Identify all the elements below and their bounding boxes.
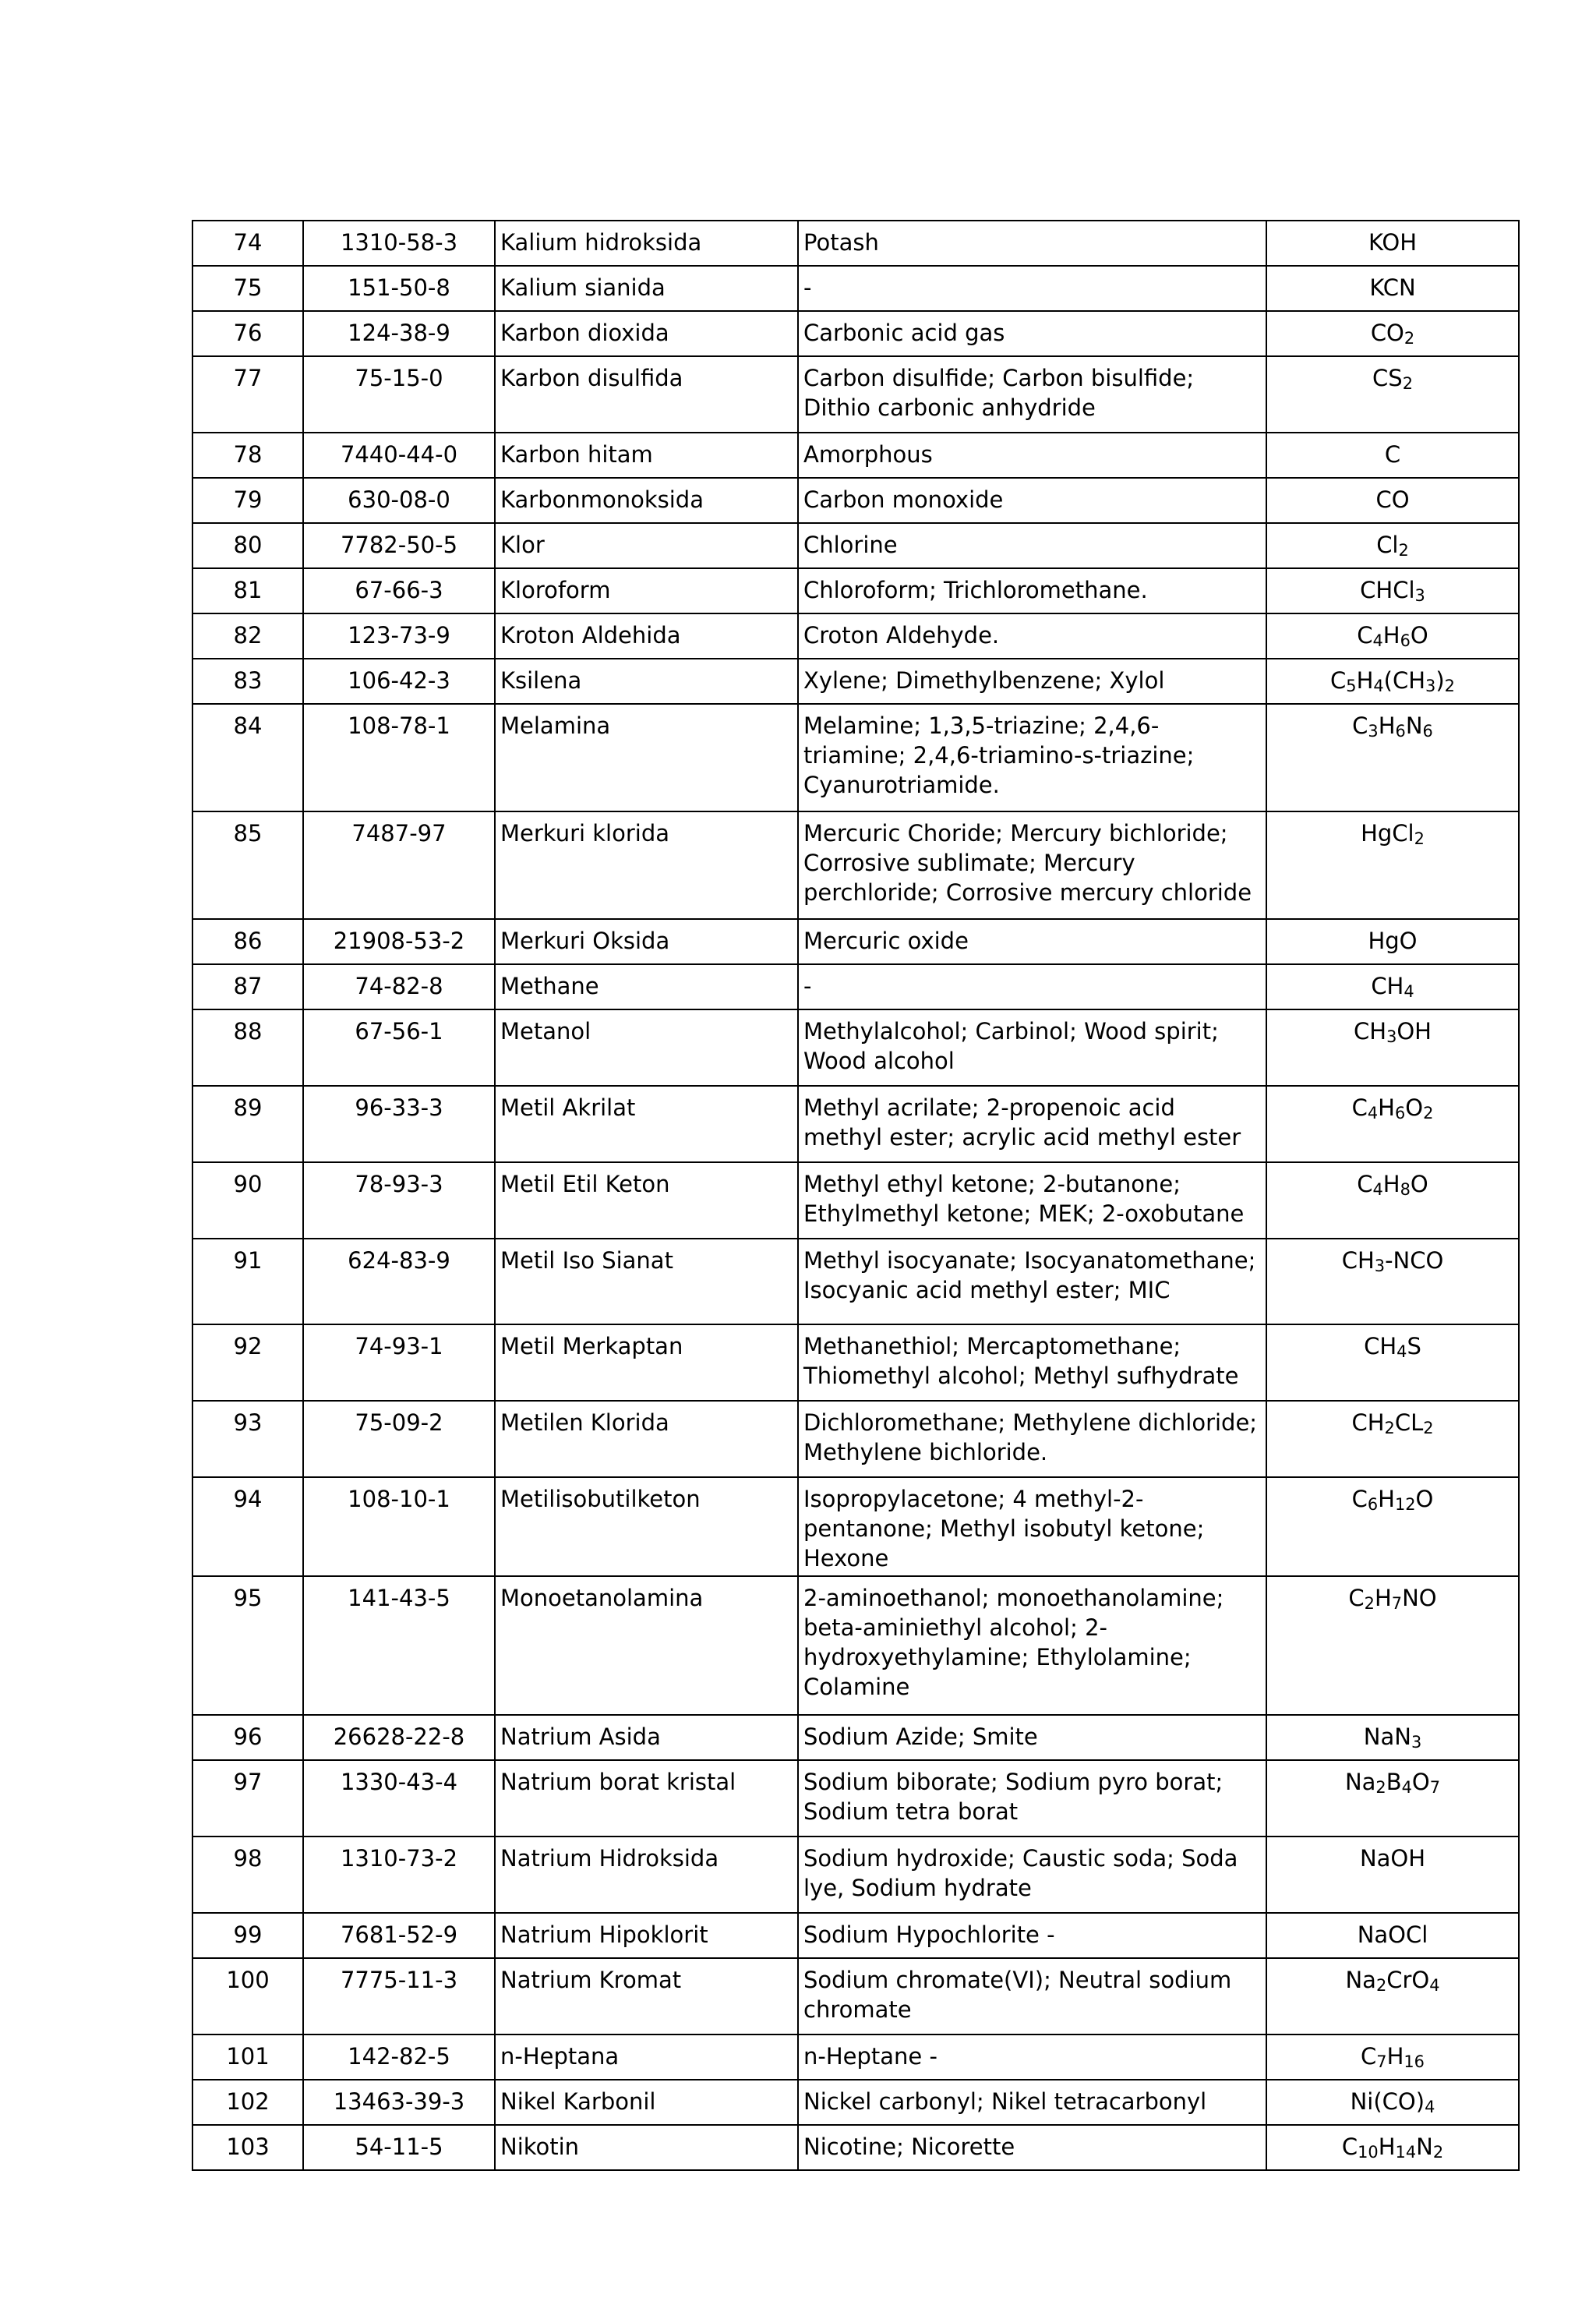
chemical-name: Metil Iso Sianat [495,1239,798,1324]
cas-number: 54-11-5 [303,2125,495,2170]
chemical-name: Natrium Kromat [495,1958,798,2034]
chemical-formula: $C_4H_8O$ [1266,1162,1519,1239]
chemical-formula: $C_{10}H_{14}N_2$ [1266,2125,1519,2170]
chemical-synonyms: Isopropylacetone; 4 methyl-2-pentanone; Methyl isobutyl ketone; Hexone [798,1477,1266,1576]
chemical-name: Karbonmonoksida [495,478,798,523]
table-row [192,1913,1519,1958]
row-number: 97 [192,1760,303,1837]
table-row [192,478,1519,523]
chemical-name: Nikotin [495,2125,798,2170]
cas-number: 26628-22-8 [303,1715,495,1760]
cas-number: 108-10-1 [303,1477,495,1576]
chemical-name: Natrium Hidroksida [495,1837,798,1913]
table-row [192,1009,1519,1086]
cas-number: 123-73-9 [303,613,495,659]
chemical-name: Methane [495,964,798,1009]
chemical-synonyms: - [798,266,1266,311]
table-row [192,433,1519,478]
cas-number: 75-15-0 [303,356,495,433]
chemical-name: Merkuri Oksida [495,919,798,964]
chemical-name: Nikel Karbonil [495,2080,798,2125]
table-row [192,1576,1519,1715]
chemical-synonyms: Nickel carbonyl; Nikel tetracarbonyl [798,2080,1266,2125]
chemical-name: Metilen Klorida [495,1401,798,1477]
chemical-name: Metil Etil Keton [495,1162,798,1239]
chemical-synonyms: Chlorine [798,523,1266,568]
chemical-formula: $CH_3$-NCO [1266,1239,1519,1324]
table-row [192,311,1519,356]
chemical-name: Kroton Aldehida [495,613,798,659]
row-number: 79 [192,478,303,523]
table-row [192,356,1519,433]
chemical-synonyms: Amorphous [798,433,1266,478]
chemical-name: Klor [495,523,798,568]
chemical-name: Kloroform [495,568,798,613]
cas-number: 1330-43-4 [303,1760,495,1837]
row-number: 103 [192,2125,303,2170]
chemical-formula: $C_7H_{16}$ [1266,2034,1519,2080]
table-row [192,1324,1519,1401]
row-number: 74 [192,221,303,266]
cas-number: 7681-52-9 [303,1913,495,1958]
chemical-name: Kalium hidroksida [495,221,798,266]
chemical-synonyms: Melamine; 1,3,5-triazine; 2,4,6-triamine; 2,4,6-triamino-s-triazine; Cyanurotriamide. [798,704,1266,811]
chemical-formula: C [1266,433,1519,478]
chemical-synonyms: Mercuric oxide [798,919,1266,964]
chemical-name: n-Heptana [495,2034,798,2080]
chemical-formula: $C_5H_4(CH_3)_2$ [1266,659,1519,704]
table-row [192,613,1519,659]
cas-number: 151-50-8 [303,266,495,311]
chemical-formula: CHCl$_3$ [1266,568,1519,613]
cas-number: 108-78-1 [303,704,495,811]
table-row [192,2080,1519,2125]
cas-number: 75-09-2 [303,1401,495,1477]
cas-number: 7782-50-5 [303,523,495,568]
chemical-name: Metilisobutilketon [495,1477,798,1576]
row-number: 99 [192,1913,303,1958]
cas-number: 78-93-3 [303,1162,495,1239]
chemical-formula: $Ni(CO)_4$ [1266,2080,1519,2125]
row-number: 89 [192,1086,303,1162]
chemical-formula: $C_4H_6O_2$ [1266,1086,1519,1162]
chemical-synonyms: Methylalcohol; Carbinol; Wood spirit; Wood alcohol [798,1009,1266,1086]
row-number: 86 [192,919,303,964]
chemical-synonyms: Methanethiol; Mercaptomethane; Thiomethyl alcohol; Methyl sufhydrate [798,1324,1266,1401]
chemical-name: Natrium Asida [495,1715,798,1760]
chemical-synonyms: n-Heptane - [798,2034,1266,2080]
table-row [192,1477,1519,1576]
chemical-synonyms: Nicotine; Nicorette [798,2125,1266,2170]
chemical-name: Melamina [495,704,798,811]
chemical-formula: $CH_2CL_2$ [1266,1401,1519,1477]
chemical-synonyms: Sodium biborate; Sodium pyro borat; Sodium tetra borat [798,1760,1266,1837]
chemical-synonyms: Methyl isocyanate; Isocyanatomethane; Isocyanic acid methyl ester; MIC [798,1239,1266,1324]
cas-number: 7440-44-0 [303,433,495,478]
chemical-formula: $Cl_2$ [1266,523,1519,568]
cas-number: 7775-11-3 [303,1958,495,2034]
chemical-synonyms: Carbon disulfide; Carbon bisulfide; Dithio carbonic anhydride [798,356,1266,433]
chemical-formula: KCN [1266,266,1519,311]
row-number: 102 [192,2080,303,2125]
cas-number: 1310-58-3 [303,221,495,266]
chemical-name: Natrium borat kristal [495,1760,798,1837]
table-row [192,1239,1519,1324]
row-number: 81 [192,568,303,613]
table-row [192,704,1519,811]
chemical-name: Metil Akrilat [495,1086,798,1162]
cas-number: 7487-97 [303,811,495,919]
chemical-name: Merkuri klorida [495,811,798,919]
chemical-synonyms: Potash [798,221,1266,266]
chemical-formula: $Na_2CrO_4$ [1266,1958,1519,2034]
chemical-name: Kalium sianida [495,266,798,311]
chemical-synonyms: Methyl ethyl ketone; 2-butanone; Ethylmethyl ketone; MEK; 2-oxobutane [798,1162,1266,1239]
row-number: 87 [192,964,303,1009]
cas-number: 1310-73-2 [303,1837,495,1913]
cas-number: 74-82-8 [303,964,495,1009]
chemical-synonyms: Xylene; Dimethylbenzene; Xylol [798,659,1266,704]
table-row [192,1086,1519,1162]
row-number: 96 [192,1715,303,1760]
chemical-synonyms: Croton Aldehyde. [798,613,1266,659]
chemical-synonyms: Sodium Azide; Smite [798,1715,1266,1760]
row-number: 100 [192,1958,303,2034]
chemical-formula: $CH_3OH$ [1266,1009,1519,1086]
chemical-formula: KOH [1266,221,1519,266]
cas-number: 13463-39-3 [303,2080,495,2125]
chemical-synonyms: - [798,964,1266,1009]
row-number: 76 [192,311,303,356]
cas-number: 624-83-9 [303,1239,495,1324]
row-number: 75 [192,266,303,311]
row-number: 90 [192,1162,303,1239]
row-number: 84 [192,704,303,811]
chemical-synonyms: Carbonic acid gas [798,311,1266,356]
table-row [192,919,1519,964]
chemical-name: Karbon dioxida [495,311,798,356]
chemical-name: Karbon disulfida [495,356,798,433]
table-body [192,221,1519,2170]
chemical-name: Metanol [495,1009,798,1086]
chemical-formula: NaN$_3$ [1266,1715,1519,1760]
chemical-formula: NaOH [1266,1837,1519,1913]
chemical-formula: $C_6H_{12}O$ [1266,1477,1519,1576]
table-row [192,811,1519,919]
table-row [192,1162,1519,1239]
cas-number: 106-42-3 [303,659,495,704]
table-row [192,2125,1519,2170]
chemical-synonyms: Methyl acrilate; 2-propenoic acid methyl ester; acrylic acid methyl ester [798,1086,1266,1162]
chemical-synonyms: Sodium Hypochlorite - [798,1913,1266,1958]
cas-number: 96-33-3 [303,1086,495,1162]
chemical-synonyms: Mercuric Choride; Mercury bichloride; Corrosive sublimate; Mercury perchloride; Corrosive mercury chloride [798,811,1266,919]
chemical-formula: $CH_4S$ [1266,1324,1519,1401]
chemical-formula: $CH_4$ [1266,964,1519,1009]
row-number: 85 [192,811,303,919]
row-number: 92 [192,1324,303,1401]
cas-number: 124-38-9 [303,311,495,356]
cas-number: 142-82-5 [303,2034,495,2080]
row-number: 78 [192,433,303,478]
chemical-formula: HgCl$_2$ [1266,811,1519,919]
chemical-formula: $CO_2$ [1266,311,1519,356]
chemical-formula: $C_4H_6O$ [1266,613,1519,659]
table-row [192,1401,1519,1477]
table-row [192,266,1519,311]
chemical-name: Karbon hitam [495,433,798,478]
chemical-formula: NaOCl [1266,1913,1519,1958]
chemical-formula: $Na_2B_4O_7$ [1266,1760,1519,1837]
chemical-table [192,220,1520,2171]
chemical-formula: HgO [1266,919,1519,964]
chemical-synonyms: Sodium hydroxide; Caustic soda; Soda lye, Sodium hydrate [798,1837,1266,1913]
chemical-name: Metil Merkaptan [495,1324,798,1401]
row-number: 98 [192,1837,303,1913]
table-row [192,523,1519,568]
chemical-formula: CO [1266,478,1519,523]
row-number: 80 [192,523,303,568]
cas-number: 141-43-5 [303,1576,495,1715]
row-number: 83 [192,659,303,704]
table-row [192,1760,1519,1837]
row-number: 101 [192,2034,303,2080]
chemical-formula: $CS_2$ [1266,356,1519,433]
table-row [192,1958,1519,2034]
row-number: 94 [192,1477,303,1576]
chemical-name: Monoetanolamina [495,1576,798,1715]
row-number: 88 [192,1009,303,1086]
chemical-synonyms: Carbon monoxide [798,478,1266,523]
cas-number: 67-66-3 [303,568,495,613]
chemical-formula: $C_3H_6N_6$ [1266,704,1519,811]
chemical-name: Ksilena [495,659,798,704]
table-row [192,1715,1519,1760]
chemical-synonyms: Sodium chromate(VI); Neutral sodium chromate [798,1958,1266,2034]
chemical-synonyms: 2-aminoethanol; monoethanolamine; beta-aminiethyl alcohol; 2-hydroxyethylamine; Ethylolamine; Colamine [798,1576,1266,1715]
table-row [192,568,1519,613]
cas-number: 21908-53-2 [303,919,495,964]
row-number: 77 [192,356,303,433]
table-row [192,659,1519,704]
chemical-synonyms: Chloroform; Trichloromethane. [798,568,1266,613]
row-number: 82 [192,613,303,659]
table-row [192,964,1519,1009]
cas-number: 74-93-1 [303,1324,495,1401]
table-row [192,2034,1519,2080]
chemical-synonyms: Dichloromethane; Methylene dichloride; Methylene bichloride. [798,1401,1266,1477]
row-number: 95 [192,1576,303,1715]
chemical-formula: $C_2H_7NO$ [1266,1576,1519,1715]
table-row [192,221,1519,266]
cas-number: 630-08-0 [303,478,495,523]
table-row [192,1837,1519,1913]
row-number: 91 [192,1239,303,1324]
row-number: 93 [192,1401,303,1477]
cas-number: 67-56-1 [303,1009,495,1086]
chemical-name: Natrium Hipoklorit [495,1913,798,1958]
